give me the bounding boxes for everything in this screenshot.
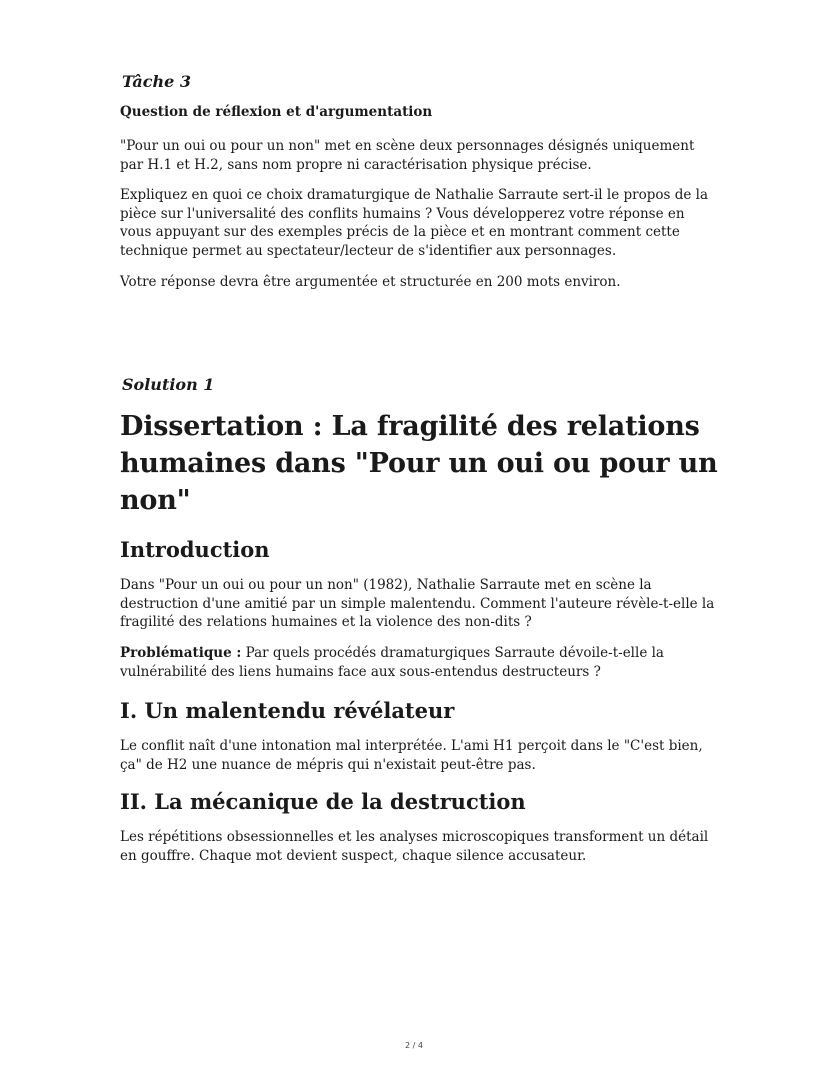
task-paragraph-2: Expliquez en quoi ce choix dramaturgique de Nathalie Sarraute sert-il le propos de la pièce sur l'universalité des conflits humains ? Vous développerez votre réponse en vous appuyant sur des exemples précis de la pièce et en montrant comment cette technique permet au spectateur/lecteur de s'identifier aux personnages. [120, 187, 709, 259]
solution-heading: Solution 1 [122, 375, 215, 394]
section-2-heading: II. La mécanique de la destruction [120, 789, 526, 814]
task-paragraph-3: Votre réponse devra être argumentée et structurée en 200 mots environ. [120, 274, 621, 290]
section-1-text: Le conflit naît d'une intonation mal interprétée. L'ami H1 perçoit dans le "C'est bien, ça" de H2 une nuance de mépris qui n'existait peut-être pas. [120, 738, 703, 773]
dissertation-title: Dissertation : La fragilité des relations humaines dans "Pour un oui ou pour un non" [120, 411, 718, 516]
problematique-text: Par quels procédés dramaturgiques Sarraute dévoile-t-elle la vulnérabilité des liens humains face aux sous-entendus destructeurs ? [120, 645, 664, 680]
introduction-heading: Introduction [120, 537, 270, 562]
task-subheading: Question de réflexion et d'argumentation [120, 104, 433, 120]
task-paragraph-1: "Pour un oui ou pour un non" met en scène deux personnages désignés uniquement par H.1 et H.2, sans nom propre ni caractérisation physique précise. [120, 138, 695, 173]
task-heading: Tâche 3 [122, 72, 191, 91]
introduction-text: Dans "Pour un oui ou pour un non" (1982), Nathalie Sarraute met en scène la destruction d'une amitié par un simple malentendu. Comment l'auteure révèle-t-elle la fragilité des relations humaines et la violence des non-dits ? [120, 577, 715, 631]
problematique-paragraph [120, 644, 720, 681]
problematique-label: Problématique : [120, 645, 242, 661]
page-number: 2 / 4 [405, 1041, 423, 1050]
section-1-heading: I. Un malentendu révélateur [120, 698, 455, 723]
section-2-text: Les répétitions obsessionnelles et les analyses microscopiques transforment un détail en gouffre. Chaque mot devient suspect, chaque silence accusateur. [120, 829, 709, 864]
